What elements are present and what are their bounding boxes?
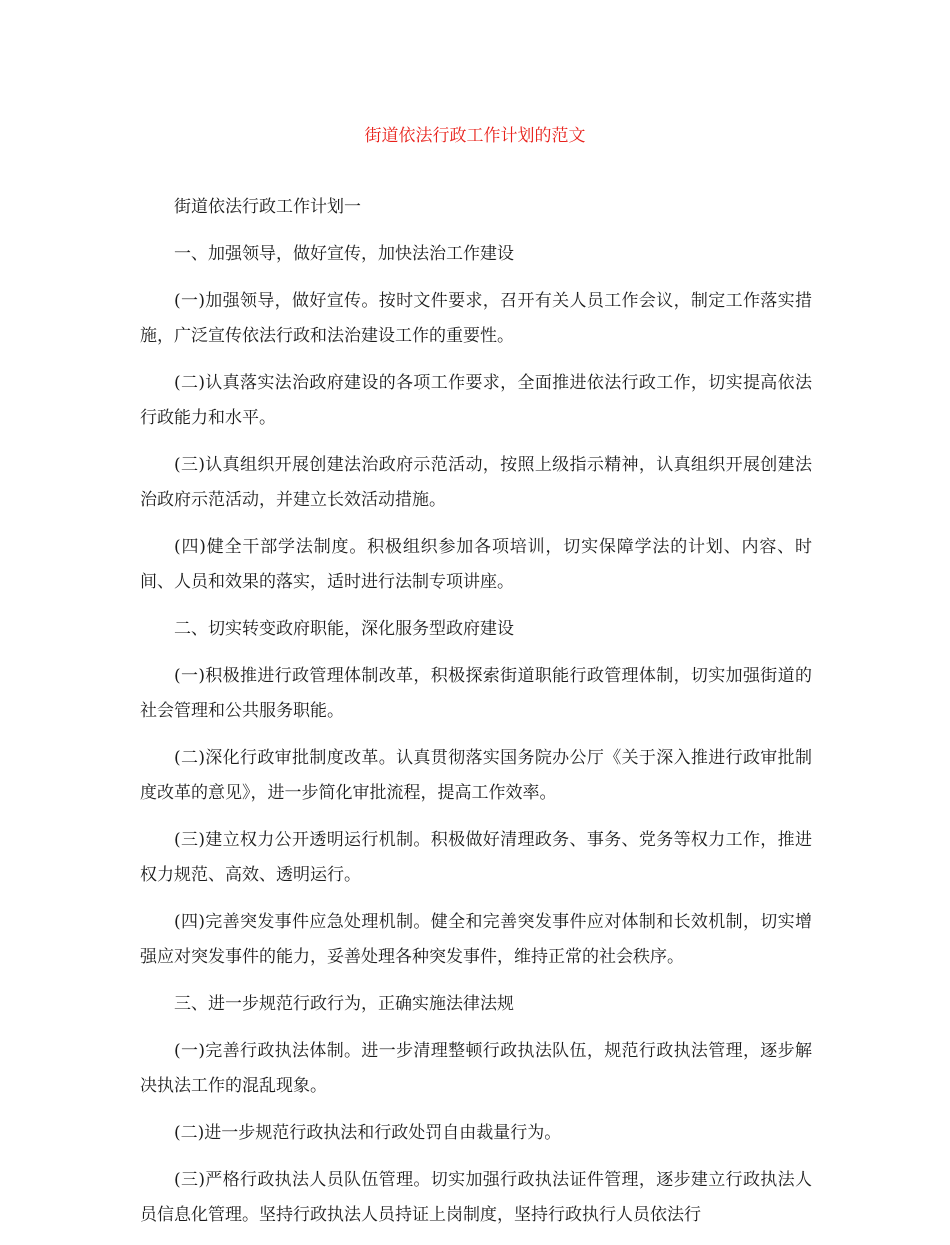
paragraph-1-4: (四)健全干部学法制度。积极组织参加各项培训，切实保障学法的计划、内容、时间、人员和效果的落实，适时进行法制专项讲座。 xyxy=(140,537,812,592)
document-body xyxy=(140,190,812,1245)
section-heading-2: 二、切实转变政府职能，深化服务型政府建设 xyxy=(174,619,514,639)
paragraph-1-1: (一)加强领导，做好宣传。按时文件要求，召开有关人员工作会议，制定工作落实措施，广泛宣传依法行政和法治建设工作的重要性。 xyxy=(140,291,812,346)
paragraph-3-1: (一)完善行政执法体制。进一步清理整顿行政执法队伍，规范行政执法管理，逐步解决执法工作的混乱现象。 xyxy=(140,1041,812,1096)
paragraph-3-3: (三)严格行政执法人员队伍管理。切实加强行政执法证件管理，逐步建立行政执法人员信息化管理。坚持行政执法人员持证上岗制度，坚持行政执行人员依法行 xyxy=(140,1170,812,1225)
paragraph-2-3: (三)建立权力公开透明运行机制。积极做好清理政务、事务、党务等权力工作，推进权力规范、高效、透明运行。 xyxy=(140,830,812,885)
paragraph-1-2: (二)认真落实法治政府建设的各项工作要求，全面推进依法行政工作，切实提高依法行政能力和水平。 xyxy=(140,373,812,428)
plan-subtitle: 街道依法行政工作计划一 xyxy=(174,197,361,217)
paragraph-2-4: (四)完善突发事件应急处理机制。健全和完善突发事件应对体制和长效机制，切实增强应对突发事件的能力，妥善处理各种突发事件，维持正常的社会秩序。 xyxy=(140,912,812,967)
paragraph-3-2: (二)进一步规范行政执法和行政处罚自由裁量行为。 xyxy=(174,1123,562,1143)
section-heading-1: 一、加强领导，做好宣传，加快法治工作建设 xyxy=(174,244,514,264)
paragraph-2-1: (一)积极推进行政管理体制改革，积极探索街道职能行政管理体制，切实加强街道的社会管理和公共服务职能。 xyxy=(140,666,812,721)
paragraph-1-3: (三)认真组织开展创建法治政府示范活动，按照上级指示精神，认真组织开展创建法治政府示范活动，并建立长效活动措施。 xyxy=(140,455,812,510)
section-heading-3: 三、进一步规范行政行为，正确实施法律法规 xyxy=(174,994,514,1014)
paragraph-2-2: (二)深化行政审批制度改革。认真贯彻落实国务院办公厅《关于深入推进行政审批制度改革的意见》，进一步简化审批流程，提高工作效率。 xyxy=(140,748,812,803)
document-title: 街道依法行政工作计划的范文 xyxy=(364,126,586,146)
